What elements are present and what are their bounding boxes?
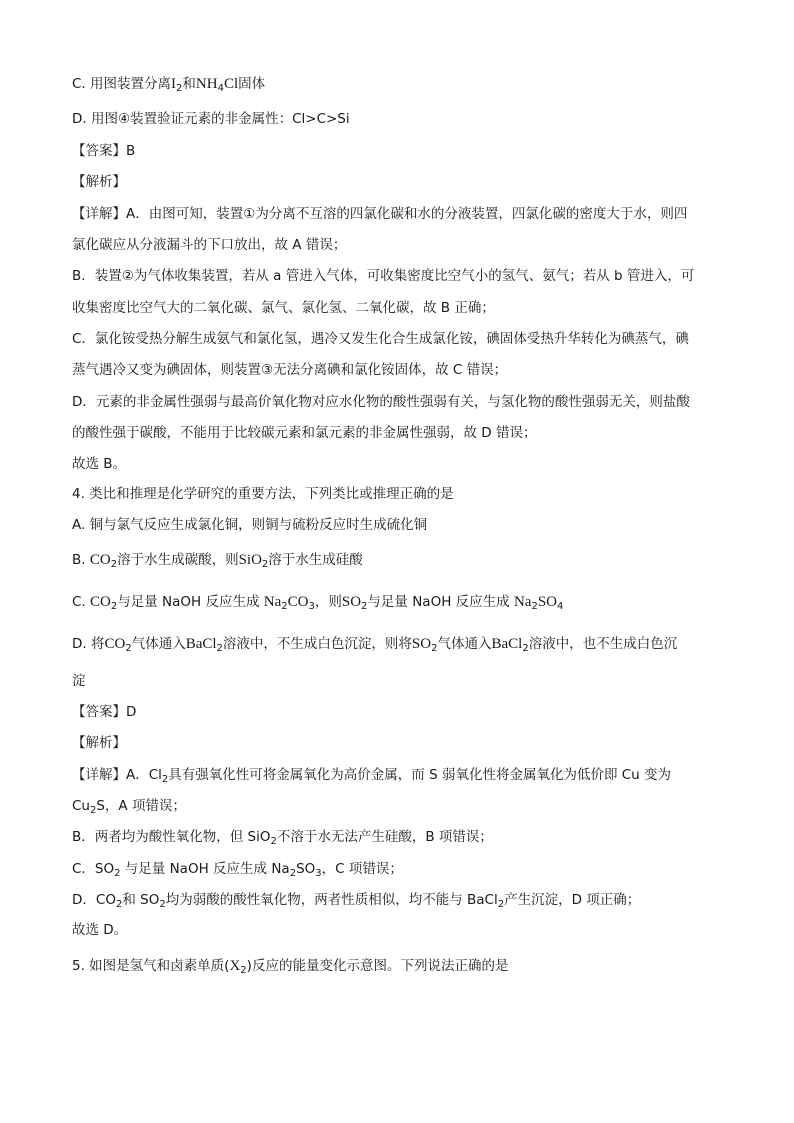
subscript: 2 [289,868,297,879]
subscript: 3 [308,601,315,612]
question-5-stem [72,956,508,976]
text-run: 和 [182,76,196,92]
explanation-line [72,392,690,412]
text-run: C. 用图装置分离 [72,76,172,92]
explanation-line [72,423,536,443]
conclusion-line [72,454,126,474]
answer-label [72,702,136,722]
explanation-line [72,859,403,879]
subscript: 2 [159,899,166,910]
text-run: 的酸性强于碳酸，不能用于比较碳元素和氯元素的非金属性强弱，故 D 错误； [72,425,537,441]
subscript: 2 [216,643,223,654]
explanation-line [72,827,493,847]
text-run: 不溶于水无法产生硅酸，B 项错误； [276,829,493,845]
formula-text: X [229,958,241,974]
text-run: 具有强氧化性可将金属氧化为高价金属，而 S 弱氧化性将金属氧化为低价即 Cu 变为 [168,767,672,783]
text-run: ，则 [314,594,342,610]
text-run: 溶液中，也不生成白色沉 [528,636,678,652]
formula-text: SO [537,594,558,610]
formula-text: Na [513,594,532,610]
text-run: C．氯化铵受热分解生成氨气和氯化氢，遇冷又发生化合生成氯化铵，碘固体受热升华转化为碘蒸气，碘 [72,331,689,347]
text-run: 【解析】 [72,174,126,190]
formula-text: NH [195,76,218,92]
formula-text: CO [287,594,309,610]
text-run: 蒸气遇冷又变为碘固体，则装置③无法分离碘和氯化铵固体，故 C 错误； [72,362,508,378]
question-4-stem [72,484,454,504]
text-run: SO [296,861,316,877]
formula-text: SO [341,594,362,610]
explanation-line [72,765,671,785]
subscript: 2 [281,601,288,612]
text-run: 均为弱酸的酸性氧化物，两者性质相似，均不能与 BaCl [165,892,498,908]
text-run: Cu [72,798,90,814]
formula-text: SiO [238,552,262,568]
option-d-line [72,634,677,654]
text-run: D．CO [72,892,116,908]
text-run: D. 将 [72,636,105,652]
text-run: C．SO [72,861,115,877]
subscript: 2 [361,601,368,612]
text-run: B. [72,552,90,568]
option-b-line [72,550,363,570]
conclusion-line [72,920,127,940]
text-run: 【答案】B [72,143,136,159]
explanation-line [72,266,694,286]
text-run: 4. 类比和推理是化学研究的重要方法，下列类比或推理正确的是 [72,486,454,502]
option-d-line [72,109,350,129]
subscript: 2 [431,643,438,654]
explanation-line [72,298,495,318]
analysis-label [72,172,126,192]
subscript: 2 [114,868,121,879]
formula-text: BaCl [185,636,217,652]
text-run: 故选 D。 [72,922,128,938]
analysis-label [72,733,126,753]
text-run: 与足量 NaOH 反应生成 [367,594,514,610]
answer-label [72,141,135,161]
text-run: 产生沉淀，D 项正确； [504,892,641,908]
explanation-line [72,360,507,380]
option-a-line [72,515,427,535]
explanation-line [72,890,640,910]
subscript: 2 [531,601,538,612]
explanation-line [72,204,687,224]
formula-text: BaCl [491,636,523,652]
subscript: 2 [240,965,247,976]
text-run: C. [72,594,91,610]
text-run: 和 SO [122,892,160,908]
text-run: 【详解】A．由图可知，装置①为分离不互溶的四氯化碳和水的分液装置，四氯化碳的密度大于水，则四 [72,206,688,222]
subscript: 2 [89,805,97,816]
explanation-line [72,235,346,255]
text-run: 5. 如图是氢气和卤素单质( [72,958,230,974]
text-run: 与足量 NaOH 反应生成 [117,594,264,610]
text-run: )反应的能量变化示意图。下列说法正确的是 [246,958,509,974]
subscript: 2 [270,836,277,847]
formula-text: CO [104,636,126,652]
formula-text: SO [411,636,432,652]
text-run: 故选 B。 [72,456,127,472]
subscript: 2 [110,559,118,570]
subscript: 2 [110,601,118,612]
text-run: 【答案】D [72,704,137,720]
subscript: 3 [315,868,322,879]
explanation-line [72,796,186,816]
subscript: 2 [497,899,505,910]
explanation-line [72,329,689,349]
subscript: 2 [115,899,123,910]
text-run: 【详解】A．Cl [72,767,162,783]
text-run: 【解析】 [72,735,126,751]
text-run: 收集密度比空气大的二氧化碳、氯气、氯化氢、二氧化碳，故 B 正确； [72,300,495,316]
text-run: B．装置②为气体收集装置，若从 a 管进入气体，可收集密度比空气小的氢气、氨气；若从 b 管进入，可 [72,268,695,284]
text-run: B．两者均为酸性氧化物，但 SiO [72,829,271,845]
text-run: 与足量 NaOH 反应生成 Na [120,861,290,877]
subscript: 2 [125,643,132,654]
text-run: D. 用图④装置验证元素的非金属性：Cl>C>Si [72,111,350,127]
subscript: 2 [261,559,269,570]
option-c-line [72,74,265,94]
formula-text: Cl [223,76,239,92]
formula-text: I [171,76,177,92]
formula-text: Na [263,594,282,610]
subscript: 2 [161,774,169,785]
text-run: 溶于水生成硅酸 [268,552,363,568]
subscript: 4 [217,83,224,94]
subscript: 2 [176,83,183,94]
text-run: 气体通入 [131,636,186,652]
text-run: 溶于水生成碳酸，则 [117,552,239,568]
text-run: A. 铜与氯气反应生成氯化铜，则铜与硫粉反应时生成硫化铜 [72,517,428,533]
text-run: 气体通入 [437,636,492,652]
text-run: 溶液中，不生成白色沉淀，则将 [222,636,412,652]
subscript: 2 [522,643,529,654]
option-c-line [72,592,563,612]
text-run: D．元素的非金属性强弱与最高价氧化物对应水化物的酸性强弱有关，与氢化物的酸性强弱无关，则盐酸 [72,394,690,410]
text-run: 氯化碳应从分液漏斗的下口放出，故 A 错误； [72,237,347,253]
text-run: 淀 [72,673,86,689]
text-run: S，A 项错误； [96,798,186,814]
text-run: 固体 [238,76,266,92]
option-d-line-cont [72,671,86,691]
formula-text: CO [90,594,111,610]
formula-text: CO [89,552,111,568]
text-run: ，C 项错误； [321,861,403,877]
subscript: 4 [557,601,564,612]
